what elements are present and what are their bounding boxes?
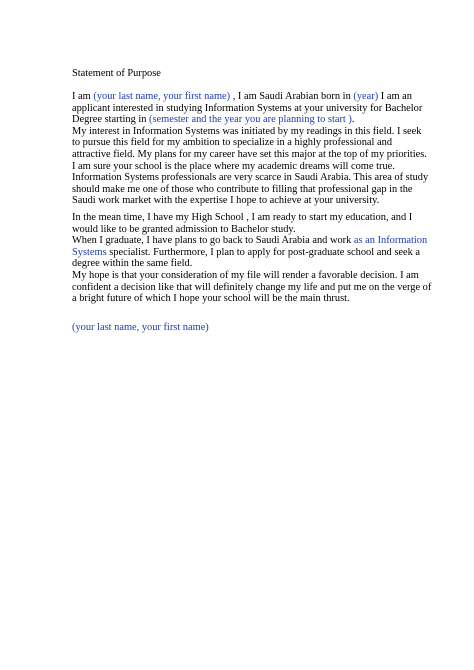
- text-line: degree within the same field.: [72, 258, 193, 270]
- paragraph-introduction: [72, 91, 429, 207]
- placeholder-name: (your last name, your first name): [93, 91, 231, 102]
- text-line: Saudi work market with the expertise I hope to achieve at your university.: [72, 195, 380, 207]
- placeholder-year: (year): [353, 91, 379, 102]
- text-line: to pursue this field for my ambition to specialize in a highly professional and: [72, 137, 393, 149]
- text-segment: I am: [72, 91, 94, 102]
- text-line: In the mean time, I have my High School , I am ready to start my education, and I: [72, 212, 413, 223]
- text-line: [72, 246, 421, 259]
- paragraph-plans: [72, 212, 432, 305]
- text-line: [72, 235, 428, 247]
- text-line: confident a decision like that will definitely change my life and put me on the verge of: [72, 281, 432, 293]
- text-segment: Degree starting in: [72, 114, 150, 126]
- placeholder-career-cont: Systems: [72, 246, 107, 258]
- text-segment: When I graduate, I have plans to go back to Saudi Arabia and work: [72, 235, 354, 247]
- text-line: should make me one of those who contribute to filling that professional gap in the: [72, 183, 413, 195]
- signature-placeholder: (your last name, your first name): [72, 322, 209, 333]
- text-line: My interest in Information Systems was initiated by my readings in this field. I seek: [72, 125, 422, 137]
- text-segment: specialist. Furthermore, I plan to apply for post-graduate school and seek a: [106, 246, 421, 258]
- document-title: Statement of Purpose: [72, 68, 161, 79]
- text-line: My hope is that your consideration of my file will render a favorable decision. I am: [72, 269, 419, 281]
- text-line: applicant interested in studying Information Systems at your university for Bachelor: [72, 102, 423, 114]
- text-line: [72, 91, 412, 103]
- text-segment: I am an: [378, 91, 412, 102]
- placeholder-career: as an Information: [353, 235, 428, 247]
- text-line: [72, 114, 412, 126]
- text-line: a bright future of which I hope your school will be the main thrust.: [72, 293, 350, 305]
- text-line: I am sure your school is the place where my academic dreams will come true.: [72, 160, 395, 172]
- text-segment: .: [351, 114, 355, 126]
- text-line: Information Systems professionals are very scarce in Saudi Arabia. This area of study: [72, 172, 429, 184]
- placeholder-semester: (semester and the year you are planning to start ): [149, 114, 352, 126]
- text-segment: , I am Saudi Arabian born in: [230, 91, 354, 102]
- text-line: would like to be granted admission to Bachelor study.: [72, 223, 296, 235]
- text-line: attractive field. My plans for my career have set this major at the top of my priorities.: [72, 148, 427, 160]
